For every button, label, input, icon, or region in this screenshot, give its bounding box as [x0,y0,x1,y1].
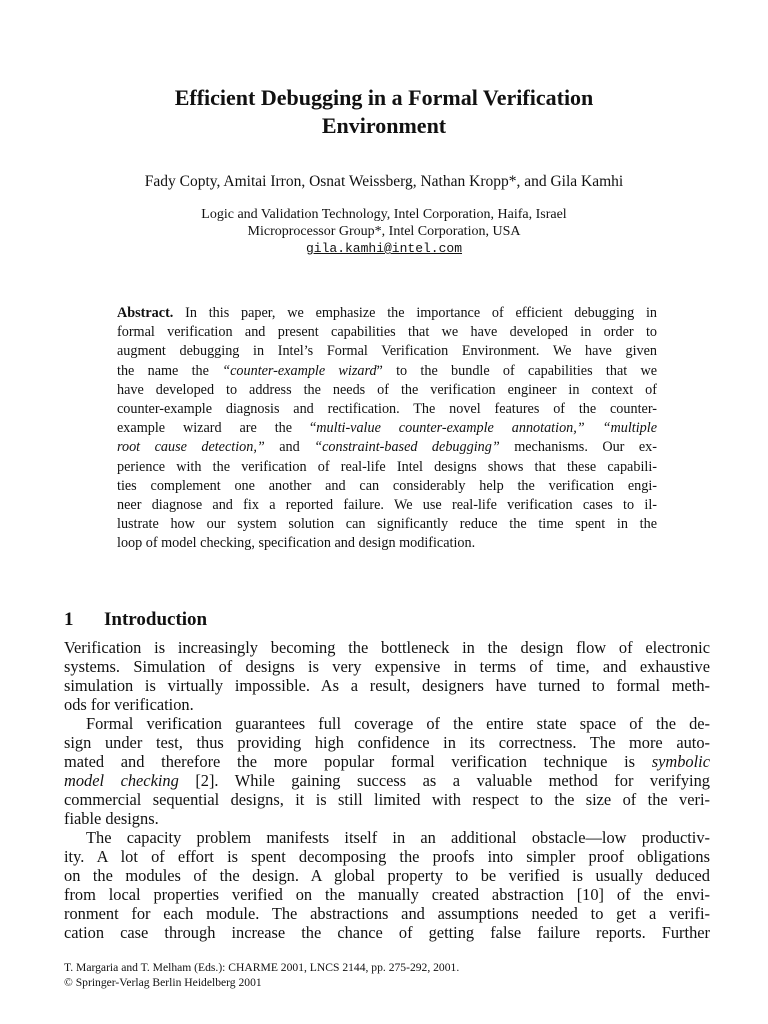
affiliation-line-2: Microprocessor Group*, Intel Corporation, USA [247,224,521,239]
section-heading [64,608,207,632]
footer-line-1: T. Margaria and T. Melham (Eds.): CHARME 2001, LNCS 2144, pp. 275-292, 2001. [64,961,460,974]
affiliation-block [0,206,768,257]
author-list: Fady Copty, Amitai Irron, Osnat Weissberg, Nathan Kropp*, and Gila Kamhi [144,173,624,190]
body-line: on the modules of the design. A global property to be verified is usually deduced [64,866,710,885]
body-line: ronment for each module. The abstractions and assumptions needed to get a verifi- [64,904,710,923]
footer-line-2: © Springer-Verlag Berlin Heidelberg 2001 [64,976,262,989]
abstract-line: perience with the verification of real-life Intel designs shows that these capabili- [117,458,657,475]
body-line: ity. A lot of effort is spent decomposing the proofs into simpler proof obligations [64,847,710,866]
body-text [64,638,710,942]
body-line: Verification is increasingly becoming the bottleneck in the design flow of electronic [64,638,710,657]
body-line: ods for verification. [64,695,194,714]
body-line: model checking [2]. While gaining success as a valuable method for verifying [64,771,710,790]
body-line: The capacity problem manifests itself in an additional obstacle—low productiv- [86,828,710,847]
title-line-1: Efficient Debugging in a Formal Verification [174,85,594,110]
section-number: 1 [64,609,74,630]
email-link[interactable]: gila.kamhi@intel.com [305,241,463,256]
abstract-line: ties complement one another and can considerably help the verification engi- [117,477,657,494]
body-line: sign under test, thus providing high confidence in its correctness. The more auto- [64,733,710,752]
abstract-line: counter-example diagnosis and rectification. The novel features of the counter- [117,401,657,418]
paper-title [0,84,768,140]
body-line: mated and therefore the more popular formal verification technique is symbolic [64,752,710,771]
abstract-line: the name the “counter-example wizard” to the bundle of capabilities that we [117,362,657,379]
abstract-line: root cause detection,” and “constraint-based debugging” mechanisms. Our ex- [117,439,657,456]
abstract-line: Abstract. In this paper, we emphasize the importance of efficient debugging in [117,305,657,321]
abstract-line: formal verification and present capabilities that we have developed in order to [117,324,657,341]
abstract-line: example wizard are the “multi-value counter-example annotation,” “multiple [117,420,657,437]
body-line: from local properties verified on the manually created abstraction [10] of the envi- [64,885,710,904]
body-line: Formal verification guarantees full coverage of the entire state space of the de- [86,714,710,733]
abstract [117,304,657,554]
section-title: Introduction [104,609,208,630]
body-line: simulation is virtually impossible. As a result, designers have turned to formal meth- [64,676,710,695]
abstract-line: neer diagnose and fix a reported failure. We use real-life verification cases to il- [117,497,657,514]
abstract-label: Abstract. [117,305,174,321]
abstract-line: loop of model checking, specification and design modification. [117,535,476,552]
abstract-line: lustrate how our system solution can significantly reduce the time spent in the [117,516,657,533]
body-line: fiable designs. [64,809,159,828]
affiliation-line-1: Logic and Validation Technology, Intel Corporation, Haifa, Israel [201,207,567,222]
abstract-line: augment debugging in Intel’s Formal Verification Environment. We have given [117,343,657,360]
title-line-2: Environment [321,113,447,138]
body-line: commercial sequential designs, it is still limited with respect to the size of the veri- [64,790,710,809]
citation-footer [64,960,459,990]
abstract-line: have developed to address the needs of the verification engineer in context of [117,381,657,398]
body-line: cation case through increase the chance of getting false failure reports. Further [64,923,710,942]
body-line: systems. Simulation of designs is very expensive in terms of time, and exhaustive [64,657,710,676]
